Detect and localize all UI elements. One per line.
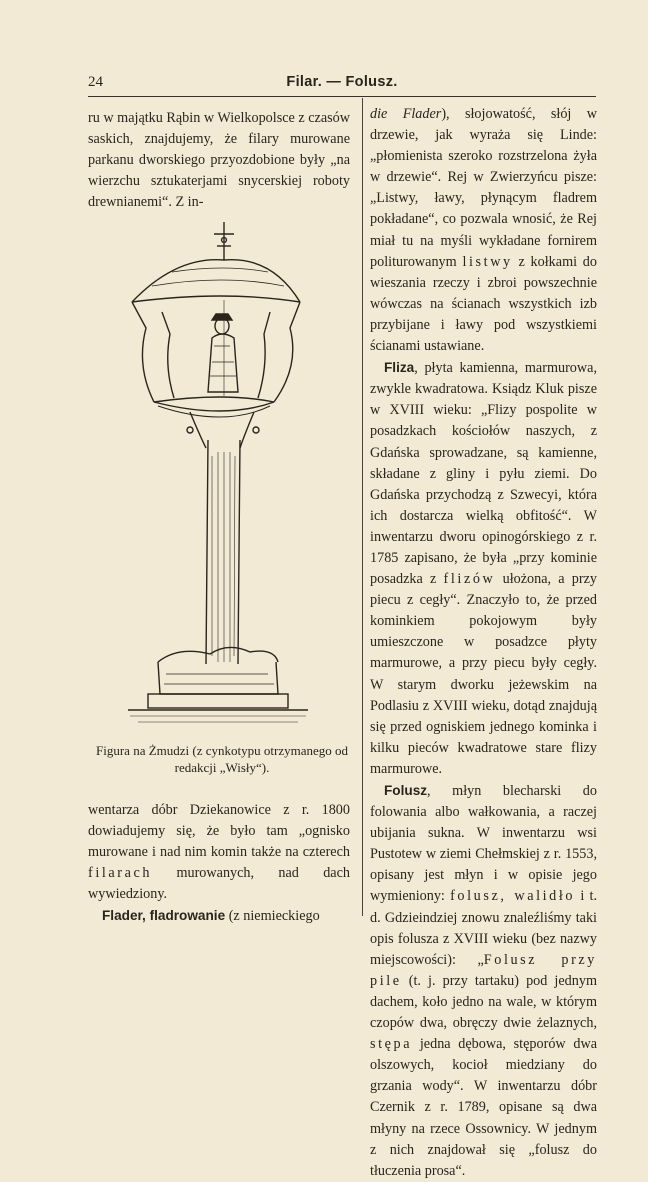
- entry-headword: Folusz: [384, 783, 428, 798]
- paragraph-text: wentarza dóbr Dziekanowice z r. 1800 dowiadujemy się, że było tam „ognisko murowane i nad nim komin także na czterech: [88, 802, 350, 861]
- paragraph-text: murowanych, nad dach wywiedziony.: [88, 865, 350, 903]
- running-header: [88, 74, 596, 96]
- entry-headword: Flader, fladrowanie: [102, 908, 226, 924]
- paragraph-text: ułożona, a przy piecu z cegły“. Znaczyło to, że przed kominkiem pokojowym były umieszczone w posadzce płyty marmurowe, a przy piecu były cegły. W starym dworku jeżewskim na Podlasiu z XVIII wieku, dotąd znajdują się przed ogniskiem jednego kominka i kilku pieców kwadratowe stare flizy marmurowe.: [370, 571, 598, 777]
- spaced-emphasis: flizów: [443, 571, 496, 588]
- paragraph-text: (z niemieckiego: [225, 908, 320, 925]
- column-divider: [362, 98, 363, 916]
- left-paragraph-bottom: [88, 800, 350, 928]
- right-column: [370, 104, 597, 1182]
- paragraph-text: (t. j. przy tartaku) pod jednym dachem, koło jedno na wale, w którym czopów dwa, obręczy dwie żelaznych,: [370, 972, 597, 1032]
- running-title: Filar. — Folusz.: [286, 74, 398, 90]
- paragraph-text: , płyta kamienna, marmurowa, zwykle kwadratowa. Ksiądz Kluk pisze w XVIII wieku: „Flizy pospolite w posadzkach kościołów naszych, z Gdańska sprowadzane, są kamienne, składane z gliny i pyłu ziemi. Do Gdańska przychodzą z Szwecyi, która ich dostarcza wielką obfitość“. W inwentarzu dworu opinogórskiego z r. 1785 zapisano, że była „przy kominie posadzka z: [370, 360, 597, 588]
- figure-caption: Figura na Żmudzi (z cynkotypu otrzymanego od redakcji „Wisły“).: [96, 743, 348, 775]
- spaced-emphasis: filarach: [88, 865, 153, 882]
- paragraph-text: ), słojowatość, słój w drzewie, jak wyraża się Linde: „płomienista szeroko rozstrzelona żyła w drzewie“. Rej w Zwierzyńcu pisze: „Listwy, ławy, płynącym fladrem pokładane“, co pozwala wnosić, że Rej miał tu na myśli wykładane fornirem politurowanym: [370, 106, 597, 270]
- spaced-emphasis: listwy: [462, 253, 513, 270]
- wayside-shrine-figure-engraving-icon: [118, 216, 318, 736]
- page-number: 24: [88, 74, 103, 90]
- paragraph-text: jedna dębowa, stęporów dwa olszowych, kocioł miedziany do grzania wody“. W inwentarzu dóbr Czernik z r. 1789, opisane są dwa młyny na rzece Ossownicy. W jednym z nich znajdował się „folusz do tłuczenia prosa“.: [370, 1036, 597, 1179]
- paragraph-text: ru w majątku Rąbin w Wielkopolsce z czasów saskich, znajdujemy, że filary murowane parkanu dworskiego przyozdobione były „na wierzchu sztukaterjami snycerskiej roboty drewnianemi“. Z in-: [88, 110, 350, 211]
- spaced-emphasis: folusz, walidło: [450, 888, 576, 905]
- italic-term: die Flader: [370, 106, 442, 122]
- left-paragraph-top: [88, 108, 350, 213]
- paragraph-text: i t. d. Gdzieindziej znowu znaleźliśmy taki opis folusza z XVIII wieku (bez nazwy miejscowości): „: [370, 888, 598, 968]
- paragraph-text: , młyn blecharski do folowania albo wałkowania, a raczej ubijania sukna. W inwentarzu wsi Pustotew w ziemi Chełmskiej z r. 1553, opisany jest młyn i w opisie jego wymieniony:: [370, 783, 597, 905]
- entry-headword: Fliza: [384, 360, 415, 376]
- header-rule: [88, 96, 596, 97]
- spaced-emphasis: Folusz przy pile: [370, 951, 597, 989]
- spaced-emphasis: stępa: [370, 1036, 413, 1053]
- paragraph-text: z kołkami do wieszania rzeczy i zbroi powszechnie wówczas na ścianach wszystkich izb przybijane i ławy pod wszystkiemi ścianami ustawiane.: [370, 253, 597, 355]
